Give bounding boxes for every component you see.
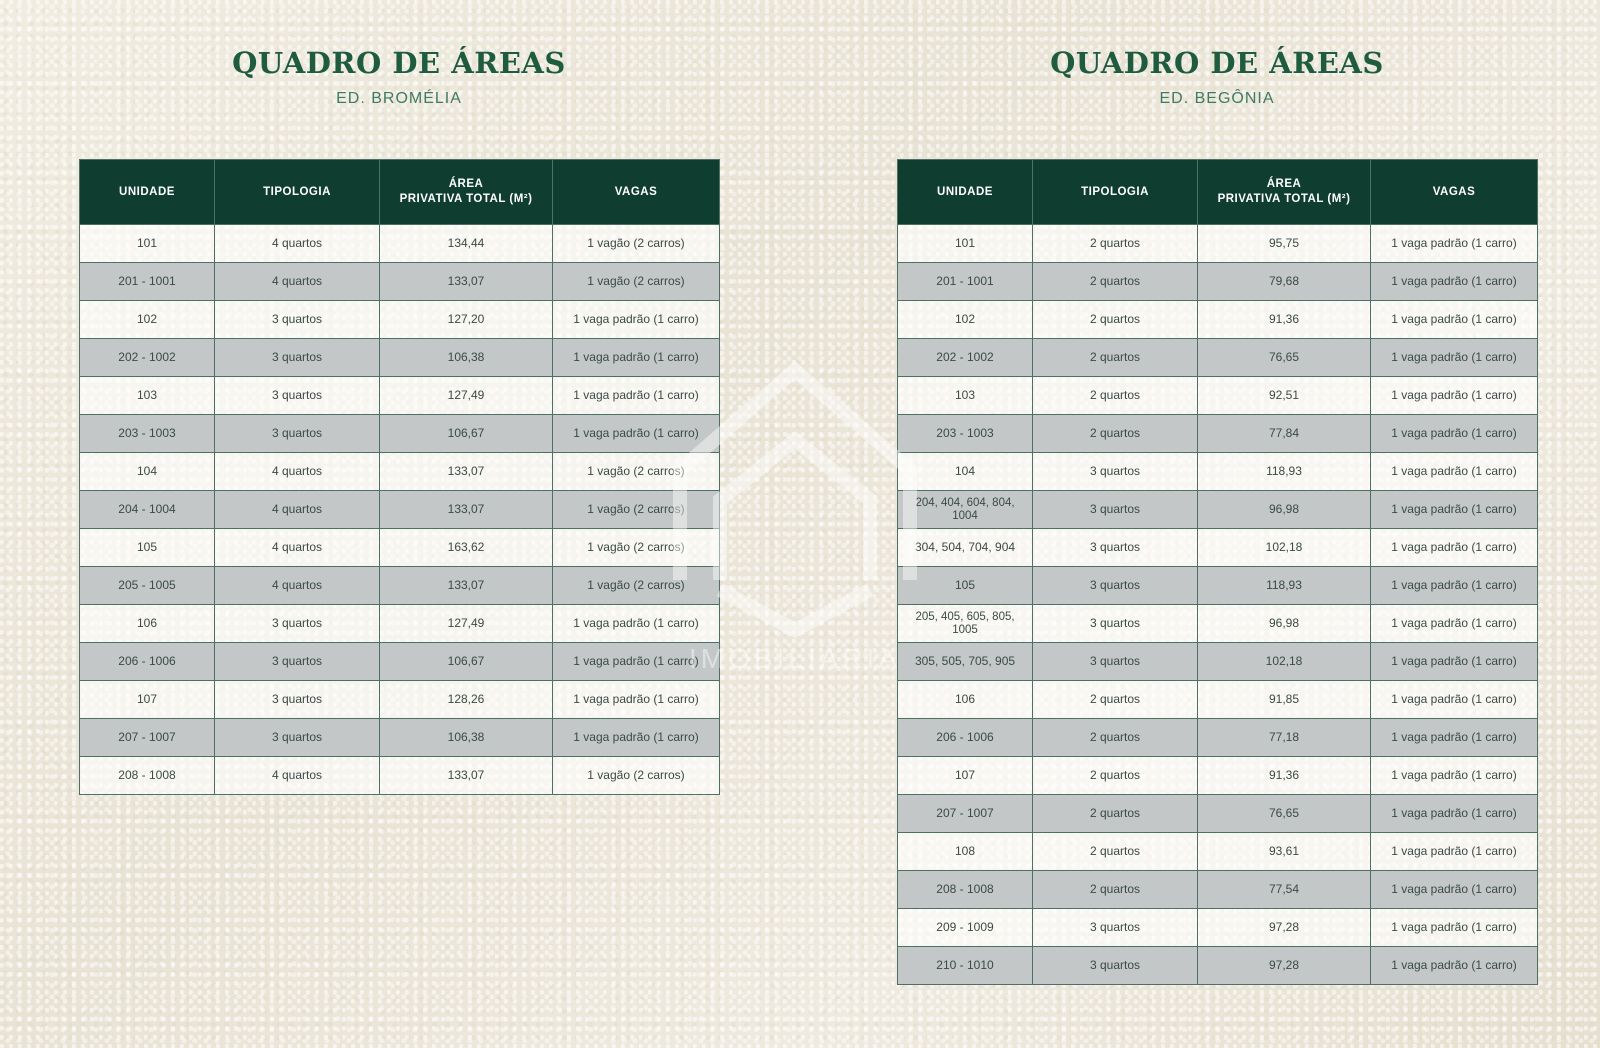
table-cell: 76,65 xyxy=(1198,795,1371,833)
table-cell: 91,36 xyxy=(1198,757,1371,795)
table-cell: 2 quartos xyxy=(1033,301,1198,339)
table-cell: 106 xyxy=(898,681,1033,719)
column-header: VAGAS xyxy=(553,160,720,225)
table-cell: 1 vaga padrão (1 carro) xyxy=(1371,339,1538,377)
table-cell: 3 quartos xyxy=(215,301,380,339)
begonia-subtitle: ED. BEGÔNIA xyxy=(1159,90,1275,107)
table-cell: 3 quartos xyxy=(215,605,380,643)
table-cell: 202 - 1002 xyxy=(80,339,215,377)
table-row xyxy=(80,339,720,377)
table-cell: 91,36 xyxy=(1198,301,1371,339)
table-cell: 2 quartos xyxy=(1033,225,1198,263)
table-cell: 3 quartos xyxy=(215,339,380,377)
column-header: ÁREA PRIVATIVA TOTAL (M²) xyxy=(1198,160,1371,225)
table-cell: 106,67 xyxy=(380,415,553,453)
table-cell: 3 quartos xyxy=(1033,491,1198,529)
table-row xyxy=(898,947,1538,985)
table-cell: 134,44 xyxy=(380,225,553,263)
table-row xyxy=(80,377,720,415)
table-cell: 77,54 xyxy=(1198,871,1371,909)
table-cell: 102 xyxy=(80,301,215,339)
table-cell: 96,98 xyxy=(1198,605,1371,643)
table-cell: 1 vaga padrão (1 carro) xyxy=(1371,301,1538,339)
column-header: TIPOLOGIA xyxy=(215,160,380,225)
table-cell: 208 - 1008 xyxy=(898,871,1033,909)
table-row xyxy=(898,605,1538,643)
table-row xyxy=(898,301,1538,339)
table-cell: 206 - 1006 xyxy=(898,719,1033,757)
table-row xyxy=(80,263,720,301)
table-row xyxy=(898,415,1538,453)
table-cell: 4 quartos xyxy=(215,757,380,795)
table-header-row xyxy=(898,160,1538,225)
table-cell: 133,07 xyxy=(380,757,553,795)
table-cell: 106,67 xyxy=(380,643,553,681)
table-cell: 1 vaga padrão (1 carro) xyxy=(1371,225,1538,263)
table-cell: 4 quartos xyxy=(215,491,380,529)
table-cell: 207 - 1007 xyxy=(898,795,1033,833)
table-cell: 101 xyxy=(80,225,215,263)
table-cell: 2 quartos xyxy=(1033,757,1198,795)
table-cell: 107 xyxy=(898,757,1033,795)
table-cell: 209 - 1009 xyxy=(898,909,1033,947)
table-cell: 105 xyxy=(898,567,1033,605)
table-cell: 106 xyxy=(80,605,215,643)
table-cell: 127,49 xyxy=(380,377,553,415)
table-row xyxy=(80,529,720,567)
table-cell: 133,07 xyxy=(380,263,553,301)
table-cell: 102,18 xyxy=(1198,529,1371,567)
table-cell: 2 quartos xyxy=(1033,795,1198,833)
table-cell: 92,51 xyxy=(1198,377,1371,415)
table-cell: 1 vagão (2 carros) xyxy=(553,453,720,491)
table-cell: 118,93 xyxy=(1198,453,1371,491)
begonia-title: QUADRO DE ÁREAS xyxy=(1050,46,1384,80)
table-row xyxy=(898,681,1538,719)
table-cell: 1 vaga padrão (1 carro) xyxy=(1371,605,1538,643)
table-cell: 77,18 xyxy=(1198,719,1371,757)
table-cell: 4 quartos xyxy=(215,225,380,263)
table-cell: 1 vaga padrão (1 carro) xyxy=(553,605,720,643)
column-header: UNIDADE xyxy=(898,160,1033,225)
table-row xyxy=(898,871,1538,909)
table-cell: 2 quartos xyxy=(1033,681,1198,719)
table-cell: 1 vaga padrão (1 carro) xyxy=(1371,263,1538,301)
table-cell: 104 xyxy=(898,453,1033,491)
table-row xyxy=(898,225,1538,263)
table-cell: 1 vaga padrão (1 carro) xyxy=(1371,453,1538,491)
table-cell: 204, 404, 604, 804, 1004 xyxy=(898,491,1033,529)
table-cell: 3 quartos xyxy=(215,643,380,681)
table-cell: 3 quartos xyxy=(215,377,380,415)
table-cell: 3 quartos xyxy=(1033,529,1198,567)
table-cell: 1 vaga padrão (1 carro) xyxy=(1371,795,1538,833)
table-cell: 133,07 xyxy=(380,491,553,529)
table-cell: 103 xyxy=(898,377,1033,415)
table-cell: 96,98 xyxy=(1198,491,1371,529)
table-cell: 3 quartos xyxy=(215,719,380,757)
table-cell: 1 vaga padrão (1 carro) xyxy=(1371,377,1538,415)
table-row xyxy=(80,719,720,757)
table-cell: 208 - 1008 xyxy=(80,757,215,795)
table-row xyxy=(898,491,1538,529)
table-cell: 1 vaga padrão (1 carro) xyxy=(553,377,720,415)
table-cell: 4 quartos xyxy=(215,263,380,301)
table-row xyxy=(898,833,1538,871)
table-header-row xyxy=(80,160,720,225)
table-cell: 3 quartos xyxy=(215,415,380,453)
table-cell: 304, 504, 704, 904 xyxy=(898,529,1033,567)
table-cell: 1 vaga padrão (1 carro) xyxy=(1371,491,1538,529)
table-cell: 133,07 xyxy=(380,453,553,491)
table-row xyxy=(898,909,1538,947)
table-cell: 106,38 xyxy=(380,339,553,377)
begonia-panel xyxy=(897,0,1537,972)
table-cell: 2 quartos xyxy=(1033,833,1198,871)
table-row xyxy=(898,643,1538,681)
table-cell: 2 quartos xyxy=(1033,263,1198,301)
table-cell: 203 - 1003 xyxy=(898,415,1033,453)
table-cell: 1 vagão (2 carros) xyxy=(553,225,720,263)
table-cell: 4 quartos xyxy=(215,453,380,491)
table-cell: 95,75 xyxy=(1198,225,1371,263)
table-row xyxy=(80,567,720,605)
table-cell: 97,28 xyxy=(1198,947,1371,985)
column-header: UNIDADE xyxy=(80,160,215,225)
bromelia-subtitle: ED. BROMÉLIA xyxy=(336,90,462,107)
table-cell: 76,65 xyxy=(1198,339,1371,377)
table-row xyxy=(898,757,1538,795)
table-cell: 128,26 xyxy=(380,681,553,719)
table-cell: 3 quartos xyxy=(1033,643,1198,681)
table-cell: 4 quartos xyxy=(215,567,380,605)
table-cell: 305, 505, 705, 905 xyxy=(898,643,1033,681)
table-row xyxy=(80,643,720,681)
table-cell: 102 xyxy=(898,301,1033,339)
table-row xyxy=(898,377,1538,415)
table-cell: 1 vaga padrão (1 carro) xyxy=(553,301,720,339)
table-cell: 207 - 1007 xyxy=(80,719,215,757)
table-cell: 1 vaga padrão (1 carro) xyxy=(1371,529,1538,567)
table-row xyxy=(80,453,720,491)
table-cell: 201 - 1001 xyxy=(80,263,215,301)
table-cell: 2 quartos xyxy=(1033,339,1198,377)
table-cell: 93,61 xyxy=(1198,833,1371,871)
bromelia-panel xyxy=(79,0,719,782)
table-cell: 1 vagão (2 carros) xyxy=(553,757,720,795)
table-cell: 205 - 1005 xyxy=(80,567,215,605)
table-cell: 203 - 1003 xyxy=(80,415,215,453)
table-cell: 118,93 xyxy=(1198,567,1371,605)
table-cell: 201 - 1001 xyxy=(898,263,1033,301)
table-cell: 1 vaga padrão (1 carro) xyxy=(1371,909,1538,947)
table-cell: 101 xyxy=(898,225,1033,263)
table-cell: 1 vaga padrão (1 carro) xyxy=(1371,947,1538,985)
column-header: TIPOLOGIA xyxy=(1033,160,1198,225)
table-cell: 79,68 xyxy=(1198,263,1371,301)
table-cell: 1 vaga padrão (1 carro) xyxy=(1371,415,1538,453)
table-cell: 2 quartos xyxy=(1033,719,1198,757)
table-cell: 1 vaga padrão (1 carro) xyxy=(553,681,720,719)
table-row xyxy=(80,415,720,453)
table-cell: 1 vagão (2 carros) xyxy=(553,263,720,301)
table-cell: 210 - 1010 xyxy=(898,947,1033,985)
table-cell: 102,18 xyxy=(1198,643,1371,681)
table-cell: 3 quartos xyxy=(1033,909,1198,947)
table-cell: 2 quartos xyxy=(1033,415,1198,453)
table-cell: 103 xyxy=(80,377,215,415)
table-cell: 77,84 xyxy=(1198,415,1371,453)
table-row xyxy=(80,301,720,339)
table-cell: 1 vaga padrão (1 carro) xyxy=(1371,643,1538,681)
table-cell: 205, 405, 605, 805, 1005 xyxy=(898,605,1033,643)
column-header: VAGAS xyxy=(1371,160,1538,225)
table-cell: 1 vaga padrão (1 carro) xyxy=(1371,833,1538,871)
table-cell: 1 vaga padrão (1 carro) xyxy=(1371,757,1538,795)
table-cell: 1 vaga padrão (1 carro) xyxy=(553,339,720,377)
table-cell: 127,20 xyxy=(380,301,553,339)
table-cell: 1 vaga padrão (1 carro) xyxy=(553,415,720,453)
table-cell: 127,49 xyxy=(380,605,553,643)
table-cell: 2 quartos xyxy=(1033,871,1198,909)
table-cell: 1 vagão (2 carros) xyxy=(553,567,720,605)
watermark-text: IMOBILIÁRIA xyxy=(688,643,902,674)
table-cell: 105 xyxy=(80,529,215,567)
table-cell: 1 vagão (2 carros) xyxy=(553,491,720,529)
table-cell: 108 xyxy=(898,833,1033,871)
table-cell: 3 quartos xyxy=(1033,453,1198,491)
table-cell: 3 quartos xyxy=(215,681,380,719)
bromelia-areas-table xyxy=(79,159,720,795)
bromelia-title: QUADRO DE ÁREAS xyxy=(232,46,566,80)
table-cell: 104 xyxy=(80,453,215,491)
column-header: ÁREA PRIVATIVA TOTAL (M²) xyxy=(380,160,553,225)
table-cell: 202 - 1002 xyxy=(898,339,1033,377)
table-cell: 206 - 1006 xyxy=(80,643,215,681)
table-row xyxy=(80,681,720,719)
table-cell: 97,28 xyxy=(1198,909,1371,947)
table-row xyxy=(898,719,1538,757)
table-cell: 1 vaga padrão (1 carro) xyxy=(553,719,720,757)
table-cell: 1 vaga padrão (1 carro) xyxy=(1371,567,1538,605)
table-row xyxy=(898,453,1538,491)
begonia-areas-table xyxy=(897,159,1538,985)
table-cell: 133,07 xyxy=(380,567,553,605)
table-cell: 1 vaga padrão (1 carro) xyxy=(1371,871,1538,909)
table-row xyxy=(898,795,1538,833)
table-cell: 3 quartos xyxy=(1033,567,1198,605)
table-cell: 1 vaga padrão (1 carro) xyxy=(1371,681,1538,719)
table-row xyxy=(898,529,1538,567)
table-row xyxy=(80,491,720,529)
table-cell: 3 quartos xyxy=(1033,605,1198,643)
table-row xyxy=(898,263,1538,301)
table-cell: 107 xyxy=(80,681,215,719)
table-cell: 3 quartos xyxy=(1033,947,1198,985)
table-cell: 4 quartos xyxy=(215,529,380,567)
table-cell: 2 quartos xyxy=(1033,377,1198,415)
table-row xyxy=(898,339,1538,377)
table-row xyxy=(80,605,720,643)
table-row xyxy=(898,567,1538,605)
table-cell: 204 - 1004 xyxy=(80,491,215,529)
table-cell: 1 vagão (2 carros) xyxy=(553,529,720,567)
table-cell: 1 vaga padrão (1 carro) xyxy=(1371,719,1538,757)
table-cell: 1 vaga padrão (1 carro) xyxy=(553,643,720,681)
table-cell: 91,85 xyxy=(1198,681,1371,719)
table-cell: 106,38 xyxy=(380,719,553,757)
table-cell: 163,62 xyxy=(380,529,553,567)
table-row xyxy=(80,757,720,795)
table-row xyxy=(80,225,720,263)
